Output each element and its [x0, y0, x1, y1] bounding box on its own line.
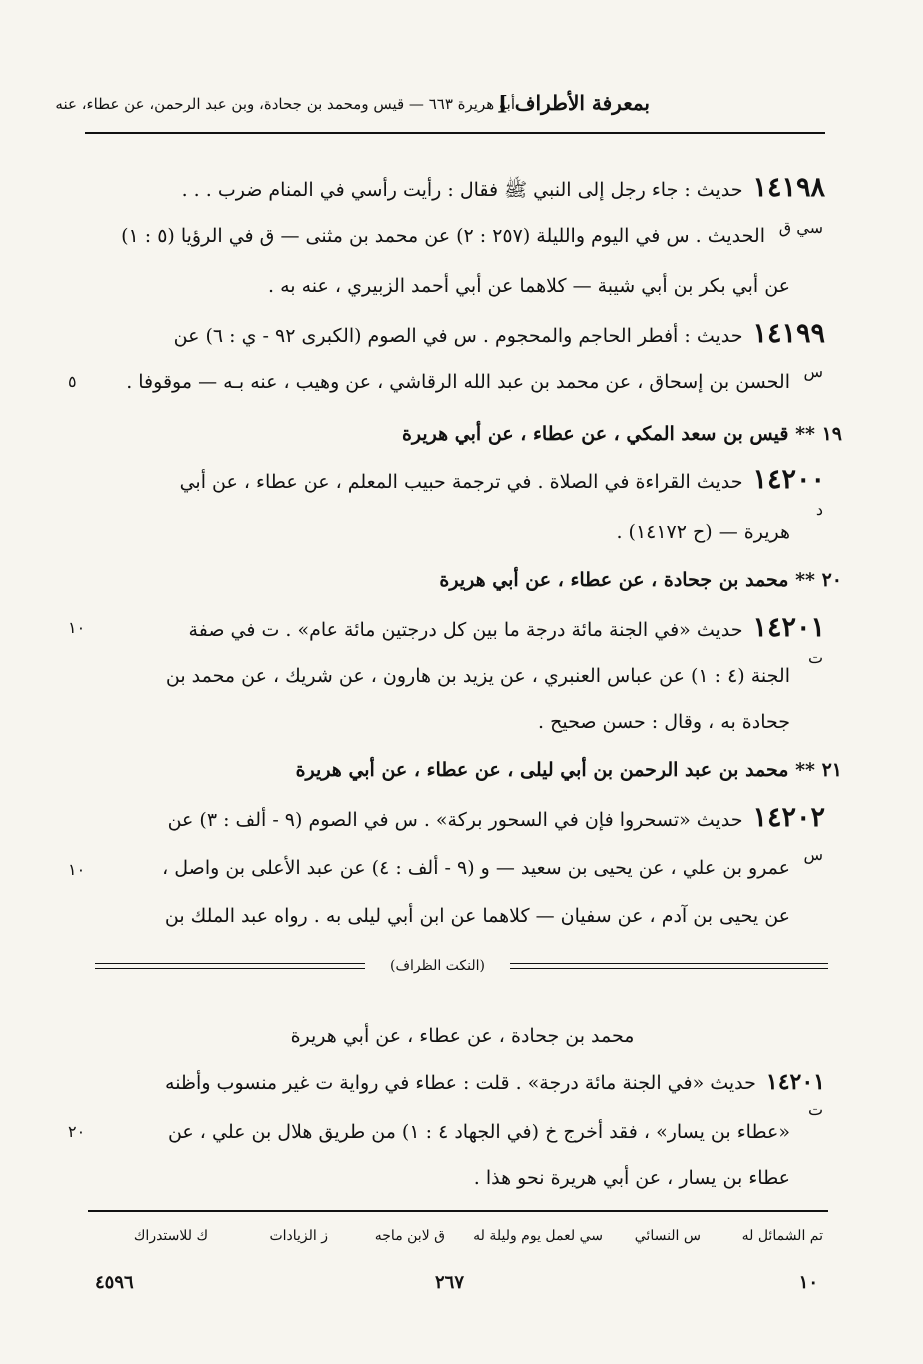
divider-rule-right-bottom — [510, 968, 828, 969]
entry-14201-line1: ١٤٢٠١حديث «في الجنة مائة درجة ما بين كل درجتين مائة عام» . ت في صفة — [188, 612, 825, 643]
entry-14198-line3: عن أبي بكر بن أبي شيبة — كلاهما عن أبي أحمد الزبيري ، عنه به . — [268, 275, 790, 297]
footnote-rule — [88, 1210, 828, 1212]
nukat-line1: ١٤٢٠١حديث «في الجنة مائة درجة» . قلت : عطاء في رواية ت غير منسوب وأظنه — [165, 1069, 825, 1095]
nukat-heading: محمد بن جحادة ، عن عطاء ، عن أبي هريرة — [290, 1025, 635, 1047]
entry-14200-margin: د — [815, 500, 823, 519]
header-rule — [85, 132, 825, 134]
nukat-margin: ت — [807, 1100, 823, 1119]
entry-14198-margin: سي ق — [778, 218, 823, 237]
margin-number-5: ٥ — [68, 372, 77, 391]
entry-14202-line2: عمرو بن علي ، عن يحيى بن سعيد — و (٩ - ألف : ٤) عن عبد الأعلى بن واصل ، — [162, 857, 790, 879]
entry-14199-margin: س — [803, 362, 823, 381]
abbr-4: ق لابن ماجه — [374, 1228, 445, 1244]
entry-14202-line3: عن يحيى بن آدم ، عن سفيان — كلاهما عن ابن أبي ليلى به . رواه عبد الملك بن — [164, 905, 790, 927]
entry-14200-line1: ١٤٢٠٠حديث القراءة في الصلاة . في ترجمة حبيب المعلم ، عن عطاء ، عن أبي — [179, 464, 825, 495]
margin-number-10a: ١٠ — [68, 618, 86, 637]
divider-rule-left-top — [95, 963, 365, 964]
divider-rule-left-bottom — [95, 968, 365, 969]
nukat-line2: «عطاء بن يسار» ، فقد أخرج خ (في الجهاد ٤ : ١) من طريق هلال بن علي ، عن — [167, 1121, 790, 1143]
entry-14202-margin: س — [803, 845, 823, 864]
footer-left: ٤٥٩٦ — [95, 1272, 134, 1293]
entry-14202-line1: ١٤٢٠٢حديث «تسحروا فإن في السحور بركة» . س في الصوم (٩ - ألف : ٣) عن — [167, 802, 825, 833]
margin-number-10b: ١٠ — [68, 860, 86, 879]
divider-rule-right-top — [510, 963, 828, 964]
header-left: بمعرفة الأطراف ] — [498, 91, 650, 115]
footer-page-number: ٢٦٧ — [435, 1272, 465, 1293]
entry-14198-line2: الحديث . س في اليوم والليلة (٢٥٧ : ٢) عن محمد بن مثنى — ق في الرؤيا (٥ : ١) — [121, 225, 765, 247]
entry-14199-line2: الحسن بن إسحاق ، عن محمد بن عبد الله الرقاشي ، عن وهيب ، عنه بـه — موقوفا . — [126, 371, 790, 393]
abbr-5: ز الزيادات — [269, 1228, 328, 1244]
abbr-1: تم الشمائل له — [741, 1228, 823, 1244]
heading-20: ٢٠ ** محمد بن جحادة ، عن عطاء ، عن أبي هريرة — [439, 569, 842, 591]
abbr-2: س النسائي — [634, 1228, 701, 1244]
nukat-line3: عطاء بن يسار ، عن أبي هريرة نحو هذا . — [473, 1167, 790, 1189]
footer-right: ١٠ — [798, 1272, 818, 1293]
entry-14201-line2: الجنة (٤ : ١) عن عباس العنبري ، عن يزيد بن هارون ، عن شريك ، عن محمد بن — [165, 665, 790, 687]
divider-label: (النكت الظراف) — [389, 958, 485, 974]
entry-14200-line2: هريرة — (ح ١٤١٧٢) . — [616, 521, 790, 543]
abbr-3: سي لعمل يوم وليلة له — [473, 1228, 603, 1244]
entry-14198-line1: ١٤١٩٨حديث : جاء رجل إلى النبي ﷺ فقال : رأيت رأسي في المنام ضرب . . . — [181, 172, 825, 203]
heading-19: ١٩ ** قيس بن سعد المكي ، عن عطاء ، عن أبي هريرة — [401, 423, 842, 445]
entry-14201-margin: ت — [807, 648, 823, 667]
margin-number-20: ٢٠ — [68, 1122, 86, 1141]
abbr-6: ك للاستدراك — [133, 1228, 208, 1244]
header-center: أبو هريرة ٦٦٣ — قيس ومحمد بن جحادة، وبن عبد الرحمن، عن عطاء، عنه — [55, 95, 515, 113]
heading-21: ٢١ ** محمد بن عبد الرحمن بن أبي ليلى ، عن عطاء ، عن أبي هريرة — [295, 759, 842, 781]
entry-14199-line1: ١٤١٩٩حديث : أفطر الحاجم والمحجوم . س في الصوم (الكبرى ٩٢ - ي : ٦) عن — [173, 318, 825, 349]
entry-14201-line3: جحادة به ، وقال : حسن صحيح . — [538, 711, 790, 733]
